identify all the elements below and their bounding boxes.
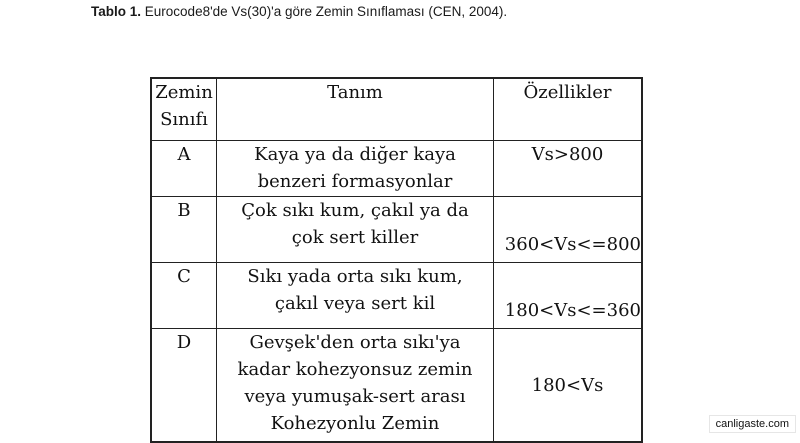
row-properties: 180<Vs [494,329,643,443]
caption-label: Tablo 1. [91,4,142,19]
definition-line: benzeri formasyonlar [257,171,453,192]
header-soil-class-line1: Zemin [155,82,213,103]
definition-line: kadar kohezyonsuz zemin [237,359,473,380]
definition-line: çok sert killer [291,227,419,248]
table-header-row [151,78,642,141]
row-definition [217,197,494,263]
definition-line: Kaya ya da diğer kaya [254,144,456,165]
table-row [151,197,642,263]
header-properties: Özellikler [494,78,643,141]
definition-line: çakıl veya sert kil [274,293,436,314]
row-class: A [151,141,217,197]
row-definition [217,141,494,197]
row-class: C [151,263,217,329]
row-class: D [151,329,217,443]
header-definition: Tanım [217,78,494,141]
row-definition [217,263,494,329]
definition-line: Gevşek'den orta sıkı'ya [249,332,461,353]
row-properties: Vs>800 [494,141,643,197]
soil-classification-table [150,77,643,443]
row-class: B [151,197,217,263]
table-row [151,263,642,329]
table-caption [91,4,507,19]
definition-line: Kohezyonlu Zemin [270,413,440,434]
definition-line: veya yumuşak-sert arası [244,386,466,407]
table-row [151,329,642,443]
row-properties: 360<Vs<=800 [494,197,643,263]
caption-text: Eurocode8'de Vs(30)'a göre Zemin Sınıflaması (CEN, 2004). [144,4,508,19]
definition-line: Çok sıkı kum, çakıl ya da [241,200,469,221]
row-properties: 180<Vs<=360 [494,263,643,329]
table-row [151,141,642,197]
watermark: canligaste.com [709,415,796,433]
header-soil-class-line2: Sınıfı [160,109,208,130]
row-definition [217,329,494,443]
header-soil-class [151,78,217,141]
definition-line: Sıkı yada orta sıkı kum, [247,266,463,287]
